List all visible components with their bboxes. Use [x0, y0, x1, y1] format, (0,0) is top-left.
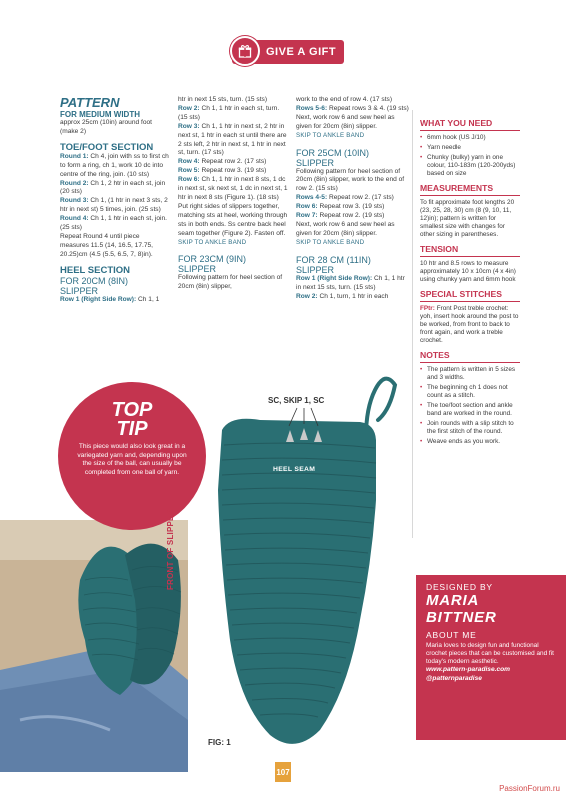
- toe-heading: TOE/FOOT SECTION: [60, 141, 154, 153]
- tension-heading: TENSION: [420, 244, 459, 254]
- about-text: Maria loves to design fun and functional crochet pieces that can be customised and fit today's modern aesthetic.: [426, 642, 554, 665]
- toe-round-4: Round 4: Ch 1, 1 htr in each st, join. (25 sts): [60, 215, 168, 232]
- special-stitches-text: FPtr: Front Post treble crochet: yoh, insert hook around the post to be worked, from front to back to front again, and work a treble crochet.: [420, 305, 519, 344]
- give-a-gift-banner: [232, 40, 344, 64]
- toe-round-2: Round 2: Ch 1, 2 htr in each st, join (20 sts): [60, 179, 166, 196]
- notes-list: [420, 366, 520, 446]
- heel-size-25: FOR 25CM (10IN): [296, 147, 370, 158]
- watermark: PassionForum.ru: [499, 784, 560, 793]
- list-item: • Chunky (bulky) yarn in one colour, 110-183m (120-200yds) based on size: [420, 154, 520, 178]
- measurements-text: To fit approximate foot lengths 20 (23, 25, 28, 30) cm (8 (9, 10, 11, 12)in); pattern is written for smallest size with changes for other sizing in parentheses.: [420, 199, 515, 238]
- measurements-heading: MEASUREMENTS: [420, 183, 494, 193]
- divider: [420, 362, 520, 363]
- list-item: • Weave ends as you work.: [420, 438, 520, 446]
- heel-size-25-slipper: SLIPPER: [296, 157, 335, 168]
- what-you-need-heading: WHAT YOU NEED: [420, 118, 493, 128]
- heel-row-2: Row 2: Ch 1, 1 htr in each st, turn. (15 sts): [178, 104, 280, 121]
- heel-row-1-cont: htr in next 15 sts, turn. (15 sts): [178, 96, 268, 103]
- designed-by-label: DESIGNED BY: [426, 582, 493, 592]
- section-label: GIVE A GIFT: [266, 46, 337, 58]
- heel-23-cont: work to the end of row 4. (17 sts): [296, 96, 393, 103]
- heel-row-3: Row 3: Ch 1, 1 htr in next st, 2 htr in next st, 1 htr in each st until there are 2 sts left, 2 htr in next st, 1 htr in next st, turn. (17 sts): [178, 122, 287, 157]
- column-3: [296, 96, 410, 301]
- website-link[interactable]: www.pattern-paradise.com: [426, 666, 511, 673]
- sc-skip-label: SC, SKIP 1, SC: [268, 396, 325, 405]
- special-stitches-heading: SPECIAL STITCHES: [420, 289, 502, 299]
- column-2: [178, 96, 290, 292]
- list-item: • The toe/foot section and ankle band are worked in the round.: [420, 402, 520, 418]
- page-number: 107: [275, 762, 291, 782]
- list-item: • The beginning ch 1 does not count as a stitch.: [420, 384, 520, 400]
- pattern-title: PATTERN: [60, 95, 120, 110]
- front-of-slipper-label: FRONT OF SLIPPER: [166, 509, 175, 590]
- toe-round-1: Round 1: Ch 4, join with ss to first ch to form a ring, ch 1, work 10 dc into centre of the ring, join. (10 sts): [60, 152, 169, 178]
- divider: [420, 195, 520, 196]
- heel-25-next: Next, work row 6 and sew heel as given for 20cm (8in) slipper.: [296, 220, 395, 237]
- heel-row-1: Row 1 (Right Side Row): Ch 1, 1: [60, 295, 160, 303]
- tip-title: TOP TIP: [111, 399, 153, 440]
- social-handle[interactable]: @patternparadise: [426, 674, 482, 682]
- divider: [420, 130, 520, 131]
- heel-seam-instructions: Put right sides of slippers together, matching sts at heel, working through sts in both ends. Ss centre back heel seam together (Figure 2). Fasten off.: [178, 202, 288, 237]
- heel-25-row-7: Row 7: Repeat row 2. (19 sts): [296, 212, 385, 220]
- heel-23-instructions: Following pattern for heel section of 20cm (8in) slipper,: [178, 274, 283, 291]
- heel-25-row-6: Row 6: Repeat row 3. (19 sts): [296, 203, 385, 211]
- heel-23-rows-5-6: Rows 5-6: Repeat rows 3 & 4. (19 sts): [296, 104, 409, 112]
- heel-28-row-1: Row 1 (Right Side Row): Ch 1, 1 htr in next 15 sts, turn. (15 sts): [296, 274, 405, 291]
- heel-size-28-slipper: SLIPPER: [296, 264, 335, 275]
- designer-last-name: BITTNER: [426, 609, 497, 626]
- tip-text: This piece would also look great in a variegated yarn and, depending upon the size of the ball, can usually be completed from one ball of yarn.: [77, 443, 187, 476]
- figure-1-slipper: [200, 360, 410, 770]
- heel-23-next: Next, work row 6 and sew heel as given for 20cm (8in) slipper.: [296, 113, 395, 130]
- figure-caption: FIG: 1: [208, 738, 231, 747]
- tension-text: 10 htr and 8.5 rows to measure approximately 10 x 10cm (4 x 4in) using chunky yarn and 6mm hook: [420, 260, 516, 283]
- heel-25-instructions: Following pattern for heel section of 20cm (8in) slipper, work to the end of row 2. (15 sts): [296, 167, 405, 193]
- heel-size-28: FOR 28 CM (11IN): [296, 254, 371, 265]
- toe-round-3: Round 3: Ch 1, (1 htr in next 3 sts, 2 htr in next st) 5 times, join. (25 sts): [60, 197, 168, 214]
- divider: [420, 301, 520, 302]
- heel-row-4: Row 4: Repeat row 2. (17 sts): [178, 158, 267, 166]
- heel-size-23-slipper: SLIPPER: [178, 264, 217, 275]
- heel-28-row-2: Row 2: Ch 1, turn, 1 htr in each: [296, 292, 389, 300]
- designer-first-name: MARIA: [426, 592, 480, 609]
- materials-list: [420, 134, 520, 178]
- heel-seam-label: HEEL SEAM: [273, 466, 316, 473]
- list-item: • The pattern is written in 5 sizes and 3 widths.: [420, 366, 520, 382]
- skip-to-ankle-link[interactable]: SKIP TO ANKLE BAND: [296, 131, 365, 139]
- about-me-heading: ABOUT ME: [426, 630, 477, 640]
- sidebar: [420, 118, 520, 448]
- top-tip-badge: [58, 382, 206, 530]
- pattern-intro: approx 25cm (10in) around foot (make 2): [60, 119, 153, 135]
- slipper-photo: [0, 520, 188, 772]
- heel-row-6: Row 6: Ch 1, 1 htr in next 8 sts, 1 dc in next st, sk next st, 1 dc in next st, 1 htr in next 8 sts (Figure 1). (18 sts): [178, 176, 288, 201]
- divider: [420, 256, 520, 257]
- toe-repeat: Repeat Round 4 until piece measures 11.5 (14, 16.5, 17.75, 20.25)cm (4.5 (5.5, 6.5, 7, 8)in).: [60, 232, 153, 258]
- sidebar-divider: [412, 110, 413, 538]
- column-1: [60, 96, 170, 305]
- list-item: • 6mm hook (US J/10): [420, 134, 520, 142]
- heel-size-20: FOR 20CM (8IN): [60, 275, 129, 286]
- pattern-subtitle: FOR MEDIUM WIDTH: [60, 110, 140, 119]
- heel-heading: HEEL SECTION: [60, 264, 131, 276]
- heel-size-20-slipper: SLIPPER: [60, 285, 99, 296]
- list-item: • Join rounds with a slip stitch to the first stitch of the round.: [420, 420, 520, 436]
- gift-icon: [230, 36, 260, 66]
- designer-box: [416, 575, 566, 740]
- notes-heading: NOTES: [420, 350, 450, 360]
- skip-to-ankle-link[interactable]: SKIP TO ANKLE BAND: [178, 238, 247, 246]
- skip-to-ankle-link[interactable]: SKIP TO ANKLE BAND: [296, 238, 365, 246]
- list-item: • Yarn needle: [420, 144, 520, 152]
- heel-size-23: FOR 23CM (9IN): [178, 254, 247, 265]
- heel-row-5: Row 5: Repeat row 3. (19 sts): [178, 167, 267, 175]
- heel-25-rows-4-5: Rows 4-5: Repeat row 2. (17 sts): [296, 194, 394, 202]
